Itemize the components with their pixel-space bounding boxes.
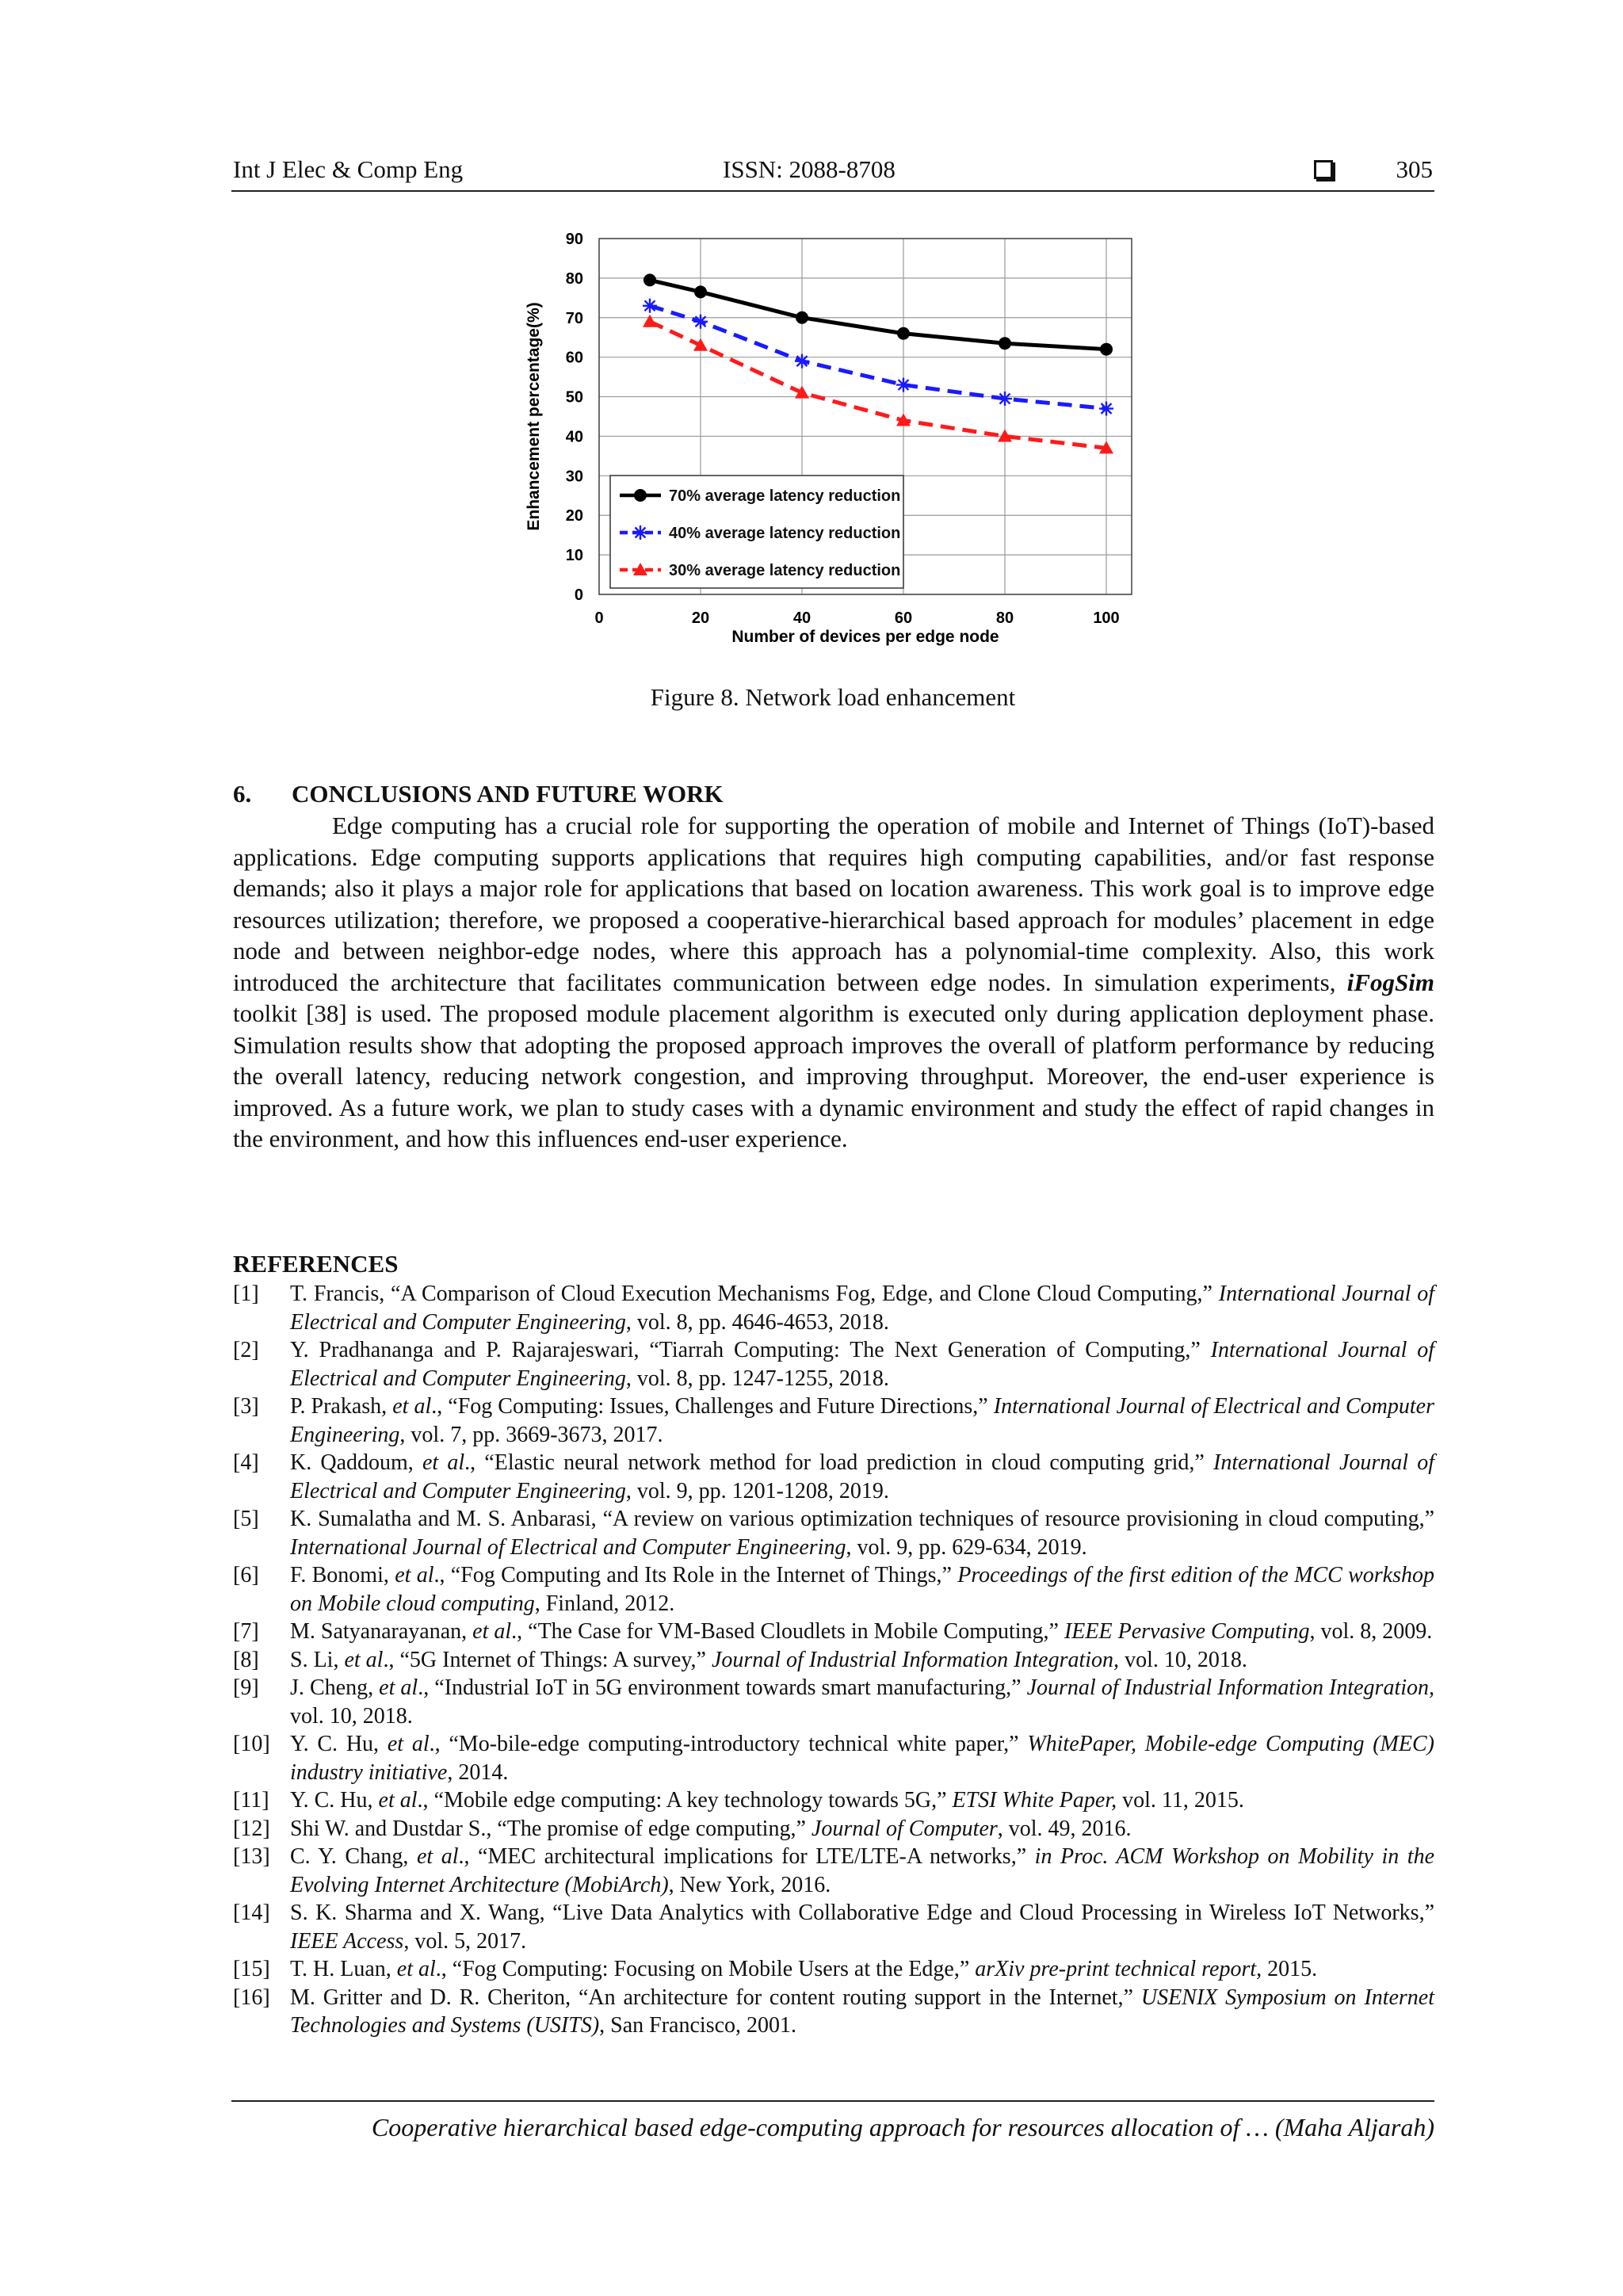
reference-source: in Proc. ACM Workshop on Mobility in the Evolving Internet Architecture (MobiArch) — [290, 1844, 1435, 1897]
data-point — [643, 273, 656, 286]
reference-item — [233, 1815, 1434, 1843]
legend-label: 70% average latency reduction — [669, 487, 901, 505]
reference-number: [14] — [233, 1901, 270, 1925]
reference-text — [290, 1815, 1434, 1843]
reference-text — [290, 1843, 1434, 1899]
reference-authors: M. Gritter and D. R. Cheriton, “An architecture for content routing support in the Internet,” — [290, 1985, 1133, 2010]
reference-text — [290, 1336, 1434, 1392]
x-tick-label: 40 — [792, 609, 812, 627]
reference-details: , San Francisco, 2001. — [599, 2013, 797, 2038]
reference-item — [233, 1843, 1434, 1899]
reference-details: , vol. 49, 2016. — [997, 1816, 1132, 1841]
x-tick-label: 80 — [995, 609, 1014, 627]
reference-authors: Y. Pradhananga and P. Rajarajeswari, “Tiarrah Computing: The Next Generation of Computing,” — [290, 1338, 1201, 1362]
reference-authors: Shi W. and Dustdar S., “The promise of edge computing,” — [290, 1816, 806, 1841]
reference-etal: et al — [422, 1450, 465, 1475]
reference-source: ETSI White Paper, — [952, 1788, 1117, 1813]
reference-etal: et al — [344, 1647, 384, 1672]
reference-authors: S. Li, — [290, 1647, 339, 1672]
reference-authors: T. H. Luan, — [290, 1957, 391, 1981]
reference-authors: M. Satyanarayanan, — [290, 1619, 468, 1644]
reference-item — [233, 1618, 1434, 1646]
reference-authors: Y. C. Hu, — [290, 1788, 373, 1813]
y-tick-label: 30 — [565, 468, 583, 486]
series-line — [650, 322, 1106, 449]
data-point — [796, 311, 808, 324]
reference-title: ., “Fog Computing and Its Role in the Internet of Things,” — [433, 1563, 952, 1587]
reference-number: [16] — [233, 1985, 270, 2010]
reference-details: , vol. 5, 2017. — [403, 1928, 527, 1954]
reference-number: [5] — [233, 1507, 259, 1531]
data-point — [999, 337, 1011, 350]
reference-details: , vol. 7, pp. 3669-3673, 2017. — [399, 1422, 663, 1447]
data-point — [693, 315, 708, 329]
reference-title: ., “The Case for VM-Based Cloudlets in Mobile Computing,” — [511, 1619, 1059, 1644]
reference-details: vol. 11, 2015. — [1117, 1788, 1244, 1813]
y-axis-label: Enhancement percentage(%) — [525, 302, 543, 531]
reference-number: [13] — [233, 1844, 270, 1869]
reference-details: 2015. — [1262, 1957, 1318, 1981]
legend-marker — [634, 489, 647, 502]
legend-label: 30% average latency reduction — [669, 562, 901, 579]
reference-details: , vol. 8, pp. 4646-4653, 2018. — [625, 1309, 889, 1335]
square-bullet-icon — [1314, 160, 1333, 179]
y-tick-label: 50 — [565, 388, 583, 407]
y-tick-label: 60 — [565, 349, 583, 367]
y-tick-label: 0 — [574, 586, 583, 604]
reference-authors: T. Francis, “A Comparison of Cloud Execution Mechanisms Fog, Edge, and Clone Cloud Computing,” — [290, 1282, 1212, 1306]
reference-item — [233, 1674, 1434, 1730]
paragraph-text-2: toolkit [38] is used. The proposed module placement algorithm is executed only during application deployment phase. Simulation results show that adopting the proposed approach improves the overall of platform performance by reducing the overall latency, reducing network congestion, and improving throughput. Moreover, the end-user experience is improved. As a future work, we plan to study cases with a dynamic environment and study the effect of rapid changes in the environment, and how this influences end-user experience. — [233, 999, 1434, 1152]
reference-number: [12] — [233, 1816, 270, 1841]
reference-details: , 2014. — [447, 1759, 509, 1785]
legend-marker — [633, 525, 647, 540]
reference-details: , Finland, 2012. — [534, 1591, 675, 1616]
reference-number: [10] — [233, 1732, 270, 1756]
data-point — [795, 354, 809, 369]
data-point — [1100, 343, 1113, 356]
reference-text — [290, 1561, 1434, 1618]
reference-text — [290, 1618, 1434, 1646]
y-tick-label: 70 — [565, 309, 583, 327]
reference-text — [290, 1674, 1434, 1730]
reference-title: ., “Elastic neural network method for load prediction in cloud computing grid,” — [464, 1450, 1205, 1475]
reference-authors: S. K. Sharma and X. Wang, “Live Data Analytics with Collaborative Edge and Cloud Processing in Wireless IoT Networks,” — [290, 1901, 1434, 1925]
reference-source: Proceedings of the first edition of the MCC workshop on Mobile cloud computing — [290, 1563, 1434, 1616]
reference-source: USENIX Symposium on Internet Technologies and Systems (USITS) — [290, 1985, 1435, 2038]
reference-list — [233, 1280, 1434, 2040]
reference-source: WhitePaper, Mobile-edge Computing (MEC) industry initiative — [290, 1732, 1434, 1785]
journal-name: Int J Elec & Comp Eng — [233, 155, 464, 183]
reference-authors: K. Qaddoum, — [290, 1450, 414, 1475]
reference-authors: F. Bonomi, — [290, 1563, 389, 1587]
reference-etal: et al — [378, 1788, 418, 1813]
data-point — [643, 315, 657, 327]
series-group — [643, 273, 1113, 355]
reference-source: Journal of Computer — [811, 1816, 998, 1841]
figure-caption: Figure 8. Network load enhancement — [650, 683, 1016, 711]
y-tick-label: 80 — [565, 269, 583, 288]
reference-source: IEEE Pervasive Computing — [1064, 1619, 1310, 1644]
paragraph-text-1: Edge computing has a crucial role for supporting the operation of mobile and Internet of Things (IoT)-based applications. Edge computing supports applications that requires high computing capabilities, and/or fast response demands; also it plays a major role for applications that based on location awareness. This work goal is to improve edge resources utilization; therefore, we proposed a cooperative-hierarchical based approach for modules’ placement in edge node and between neighbor-edge nodes, where this approach has a polynomial-time complexity. Also, this work introduced the architecture that facilitates communication between edge nodes. In simulation experiments, — [233, 812, 1434, 996]
reference-source: IEEE Access — [290, 1928, 404, 1954]
reference-authors: J. Cheng, — [290, 1675, 374, 1700]
references-heading: REFERENCES — [233, 1250, 399, 1278]
reference-source: International Journal of Electrical and Computer Engineering — [290, 1338, 1435, 1391]
reference-item — [233, 1786, 1434, 1815]
reference-title: ., “Fog Computing: Focusing on Mobile Users at the Edge,” — [435, 1957, 970, 1981]
x-tick-label: 60 — [894, 609, 913, 627]
reference-item — [233, 1899, 1434, 1955]
reference-item — [233, 1646, 1434, 1675]
reference-number: [8] — [233, 1647, 259, 1672]
reference-number: [1] — [233, 1282, 259, 1306]
reference-authors: K. Sumalatha and M. S. Anbarasi, “A review on various optimization techniques of resource provisioning in cloud computing,” — [290, 1507, 1434, 1531]
data-point — [694, 285, 707, 298]
series-line — [650, 280, 1106, 349]
page-header — [231, 155, 1434, 192]
reference-number: [15] — [233, 1957, 270, 1981]
reference-etal: et al — [392, 1394, 432, 1419]
tool-name: iFogSim — [1346, 968, 1434, 996]
reference-text — [290, 1730, 1434, 1786]
section-number: 6. — [233, 780, 252, 808]
reference-title: ., “Mo-bile-edge computing-introductory technical white paper,” — [429, 1732, 1019, 1756]
reference-text — [290, 1392, 1434, 1449]
reference-text — [290, 1505, 1434, 1561]
reference-source: International Journal of Electrical and Computer Engineering — [290, 1394, 1435, 1447]
series-group — [643, 315, 1113, 454]
reference-details: , vol. 8, 2009. — [1309, 1619, 1433, 1644]
reference-text — [290, 1955, 1434, 1984]
reference-details: , vol. 9, pp. 629-634, 2019. — [846, 1534, 1087, 1560]
legend-label: 40% average latency reduction — [669, 525, 901, 542]
x-axis-ticks — [594, 609, 1119, 627]
reference-item — [233, 1955, 1434, 1984]
x-tick-label: 20 — [691, 609, 710, 627]
reference-text — [290, 1984, 1434, 2040]
page-footer: Cooperative hierarchical based edge-computing approach for resources allocation of … (Maha Aljarah) — [231, 2100, 1434, 2142]
reference-etal: et al — [379, 1675, 418, 1700]
data-point — [897, 327, 910, 340]
reference-authors: Y. C. Hu, — [290, 1732, 380, 1756]
reference-etal: et al — [396, 1957, 436, 1981]
conclusion-paragraph — [233, 810, 1434, 1155]
reference-details: , vol. 8, pp. 1247-1255, 2018. — [625, 1366, 889, 1391]
chart-series — [643, 273, 1113, 453]
issn: ISSN: 2088-8708 — [723, 155, 896, 183]
reference-title: ., “5G Internet of Things: A survey,” — [383, 1647, 706, 1672]
reference-number: [9] — [233, 1675, 259, 1700]
reference-authors: P. Prakash, — [290, 1394, 388, 1419]
reference-number: [4] — [233, 1450, 259, 1475]
reference-title: ., “Industrial IoT in 5G environment towards smart manufacturing,” — [418, 1675, 1022, 1700]
reference-text — [290, 1449, 1434, 1505]
reference-title: ., “MEC architectural implications for LTE/LTE-A networks,” — [458, 1844, 1027, 1869]
section-heading — [233, 780, 724, 808]
reference-text — [290, 1646, 1434, 1675]
y-axis-ticks — [566, 231, 583, 604]
reference-source: International Journal of Electrical and Computer Engineering — [290, 1534, 846, 1560]
y-tick-label: 20 — [565, 507, 583, 525]
reference-number: [11] — [233, 1788, 269, 1813]
chart-legend — [610, 476, 903, 588]
reference-item — [233, 1730, 1434, 1786]
reference-title: ., “Mobile edge computing: A key technology towards 5G,” — [417, 1788, 947, 1813]
reference-text — [290, 1899, 1434, 1955]
reference-item — [233, 1449, 1434, 1505]
y-tick-label: 10 — [565, 547, 583, 565]
data-point — [896, 378, 911, 392]
reference-etal: et al — [416, 1844, 459, 1869]
reference-text — [290, 1280, 1434, 1336]
x-tick-label: 100 — [1093, 609, 1120, 627]
reference-source: Journal of Industrial Information Integration, — [711, 1647, 1120, 1672]
reference-number: [3] — [233, 1394, 259, 1419]
reference-etal: et al — [395, 1563, 434, 1587]
reference-details: vol. 10, 2018. — [290, 1703, 413, 1729]
reference-item — [233, 1984, 1434, 2040]
data-point — [643, 299, 657, 313]
reference-etal: et al — [387, 1732, 430, 1756]
reference-number: [2] — [233, 1338, 259, 1362]
reference-details: vol. 10, 2018. — [1119, 1647, 1247, 1672]
reference-etal: et al — [472, 1619, 512, 1644]
reference-item — [233, 1280, 1434, 1336]
page-number: 305 — [1396, 155, 1433, 183]
network-load-chart — [521, 224, 1155, 660]
section-title: CONCLUSIONS AND FUTURE WORK — [292, 780, 724, 808]
y-tick-label: 40 — [565, 428, 583, 446]
reference-details: , New York, 2016. — [668, 1872, 831, 1897]
data-point — [1099, 402, 1113, 416]
reference-item — [233, 1505, 1434, 1561]
data-point — [998, 392, 1012, 406]
x-tick-label: 0 — [594, 609, 604, 627]
reference-title: ., “Fog Computing: Issues, Challenges and Future Directions,” — [431, 1394, 988, 1419]
reference-text — [290, 1786, 1434, 1815]
reference-number: [6] — [233, 1563, 259, 1587]
x-axis-label: Number of devices per edge node — [731, 628, 999, 646]
y-tick-label: 90 — [565, 231, 583, 248]
reference-item — [233, 1336, 1434, 1392]
reference-source: International Journal of Electrical and Computer Engineering — [290, 1450, 1435, 1503]
reference-source: International Journal of Electrical and Computer Engineering — [290, 1282, 1435, 1335]
reference-authors: C. Y. Chang, — [290, 1844, 409, 1869]
reference-source: Journal of Industrial Information Integration, — [1026, 1675, 1435, 1700]
reference-source: arXiv pre-print technical report, — [975, 1957, 1262, 1981]
reference-item — [233, 1392, 1434, 1449]
reference-number: [7] — [233, 1619, 259, 1644]
reference-item — [233, 1561, 1434, 1618]
reference-details: , vol. 9, pp. 1201-1208, 2019. — [625, 1478, 889, 1503]
